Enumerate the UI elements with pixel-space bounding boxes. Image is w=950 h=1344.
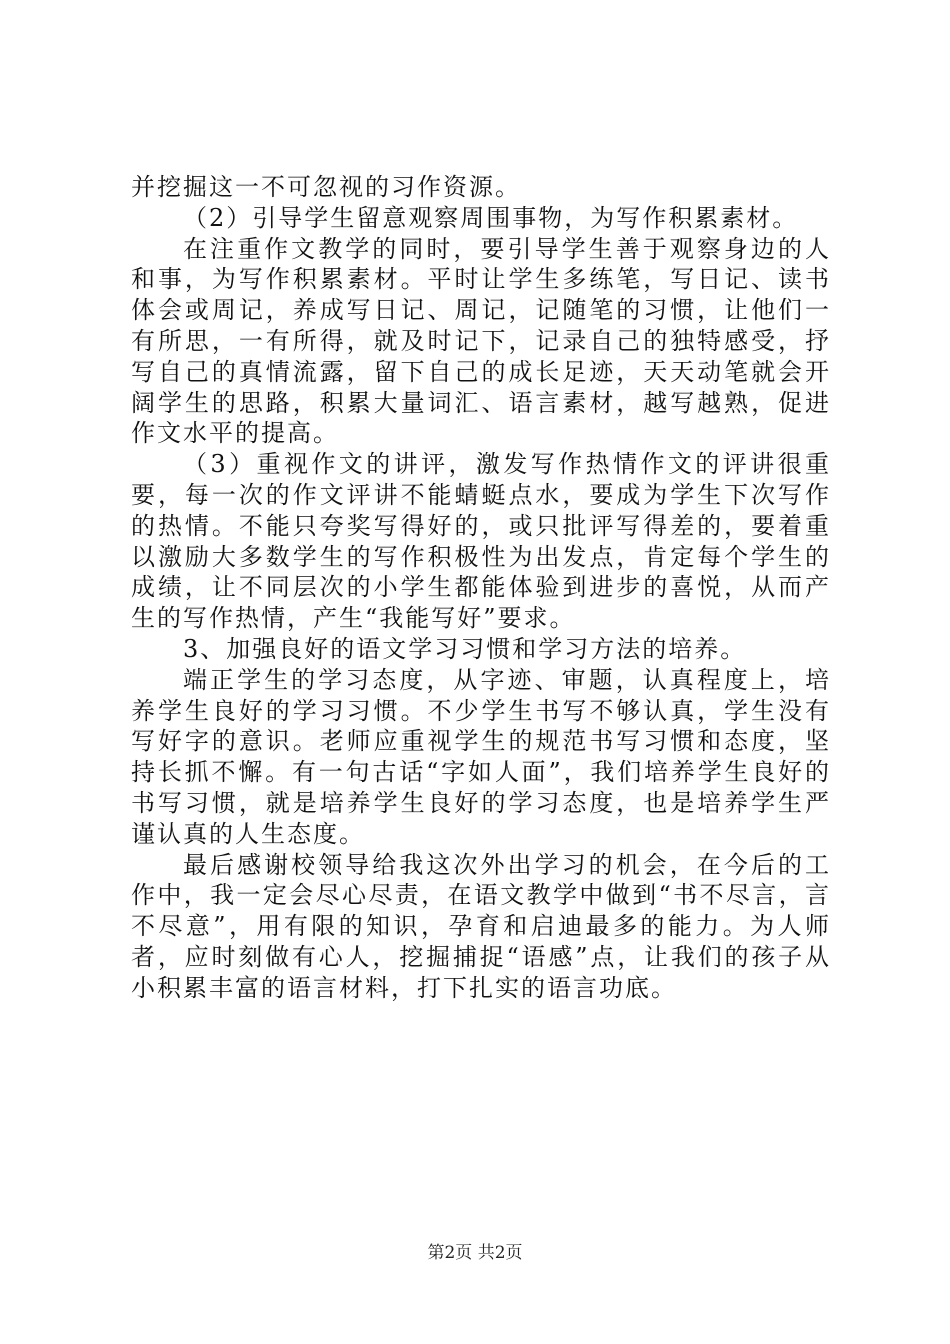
paragraph-heading-2: （2）引导学生留意观察周围事物，为写作积累素材。	[183, 203, 799, 232]
page-footer	[0, 1242, 950, 1264]
page-number-label: 第2页 共2页	[427, 1243, 523, 1263]
paragraph-conclusion: 最后感谢校领导给我这次外出学习的机会，在今后的工作中，我一定会尽心尽责，在语文教学中做到“书不尽言，言不尽意”，用有限的知识，孕育和启迪最多的能力。为人师者，应时刻做有心人，挖掘捕捉“语感”点，让我们的孩子从小积累丰富的语言材料，打下扎实的语言功底。	[131, 850, 831, 1002]
paragraph-continuation: 并挖掘这一不可忽视的习作资源。	[131, 173, 521, 201]
paragraph-heading-3: （3）重视作文的讲评，激发写作热情作文的评讲很重要，每一次的作文评讲不能蜻蜓点水，要成为学生下次写作的热情。不能只夸奖写得好的，或只批评写得差的，要着重以激励大多数学生的写作积极性为出发点，肯定每个学生的成绩，让不同层次的小学生都能体验到进步的喜悦，从而产生的写作热情，产生“我能写好”要求。	[131, 450, 831, 633]
paragraph-observation: 在注重作文教学的同时，要引导学生善于观察身边的人和事，为写作积累素材。平时让学生多练笔，写日记、读书体会或周记，养成写日记、周记，记随笔的习惯，让他们一有所思，一有所得，就及时记下，记录自己的独特感受，抒写自己的真情流露，留下自己的成长足迹，天天动笔就会开阔学生的思路，积累大量词汇、语言素材，越写越熟，促进作文水平的提高。	[131, 234, 831, 448]
paragraph-section-3-title: 3、加强良好的语文学习习惯和学习方法的培养。	[183, 634, 747, 663]
paragraph-study-habits: 端正学生的学习态度，从字迹、审题，认真程度上，培养学生良好的学习习惯。不少学生书写不够认真，学生没有写好字的意识。老师应重视学生的规范书写习惯和态度，坚持长抓不懈。有一句古话“字如人面”，我们培养学生良好的书写习惯，就是培养学生良好的学习态度，也是培养学生严谨认真的人生态度。	[131, 665, 831, 848]
document-body	[131, 172, 831, 1004]
